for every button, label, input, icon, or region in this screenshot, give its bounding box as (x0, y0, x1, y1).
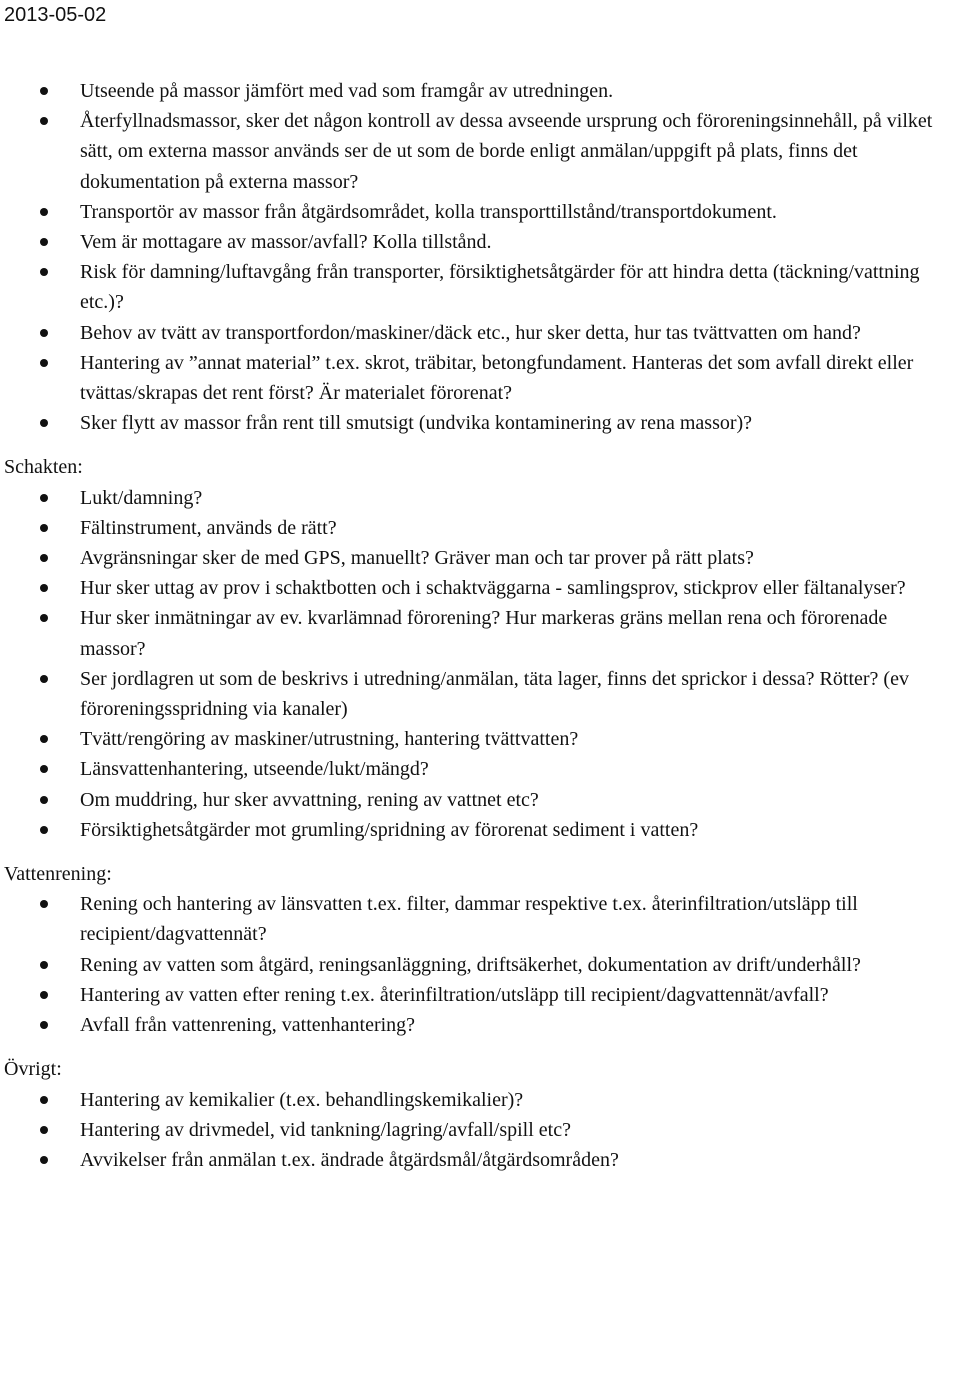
bullet-icon (40, 614, 48, 622)
list-item-text: Tvätt/rengöring av maskiner/utrustning, hantering tvättvatten? (80, 728, 579, 751)
section-2 (0, 845, 960, 1040)
list-item-text: Avvikelser från anmälan t.ex. ändrade åtgärdsmål/åtgärdsområden? (80, 1148, 619, 1171)
list-item-text: Hantering av ”annat material” t.ex. skrot, träbitar, betongfundament. Hanteras det som avfall direkt eller tvättas/skrapas det rent först? Är materialet förorenat? (80, 351, 914, 405)
list-item (0, 348, 960, 408)
bullet-list (0, 483, 960, 845)
list-item (0, 1085, 960, 1115)
list-item-text: Hantering av kemikalier (t.ex. behandlingskemikalier)? (80, 1088, 524, 1111)
list-item (0, 257, 960, 317)
list-item-text: Fältinstrument, används de rätt? (80, 516, 337, 539)
bullet-icon (40, 238, 48, 246)
bullet-list (0, 889, 960, 1040)
list-item (0, 227, 960, 257)
list-item-text: Rening och hantering av länsvatten t.ex. filter, dammar respektive t.ex. återinfiltration/utsläpp till recipient/dagvattennät? (80, 893, 858, 946)
bullet-icon (40, 735, 48, 743)
list-item-text: Transportör av massor från åtgärdsområdet, kolla transporttillstånd/transportdokument. (80, 200, 777, 223)
list-item (0, 106, 960, 197)
bullet-icon (40, 494, 48, 502)
bullet-icon (40, 117, 48, 125)
list-item (0, 980, 960, 1010)
bullet-list (0, 76, 960, 438)
section-1 (0, 438, 960, 845)
list-item-text: Återfyllnadsmassor, sker det någon kontroll av dessa avseende ursprung och föroreningsinnehåll, på vilket sätt, om externa massor används ser de ut som de borde enligt anmälan/uppgift på plats, finns det dokumentation på externa massor? (80, 110, 933, 193)
list-item (0, 754, 960, 784)
list-item-text: Avgränsningar sker de med GPS, manuellt? Gräver man och tar prover på rätt plats? (80, 547, 754, 570)
bullet-list (0, 1085, 960, 1176)
list-item (0, 724, 960, 754)
list-item (0, 785, 960, 815)
list-item (0, 483, 960, 513)
list-item-text: Ser jordlagren ut som de beskrivs i utredning/anmälan, täta lager, finns det sprickor i dessa? Rötter? (ev föroreningsspridning via kanaler) (80, 667, 909, 721)
bullet-icon (40, 554, 48, 562)
list-item (0, 1010, 960, 1040)
list-item-text: Utseende på massor jämfört med vad som framgår av utredningen. (80, 80, 614, 102)
list-item (0, 76, 960, 106)
bullet-icon (40, 1126, 48, 1134)
bullet-icon (40, 268, 48, 276)
bullet-icon (40, 359, 48, 367)
bullet-icon (40, 796, 48, 804)
list-item-text: Hantering av vatten efter rening t.ex. återinfiltration/utsläpp till recipient/dagvattennät/avfall? (80, 983, 829, 1006)
bullet-icon (40, 826, 48, 834)
list-item (0, 1145, 960, 1175)
bullet-icon (40, 524, 48, 532)
bullet-icon (40, 961, 48, 969)
list-item-text: Risk för damning/luftavgång från transporter, försiktighetsåtgärder för att hindra detta (täckning/vattning etc.)? (80, 261, 920, 314)
list-item-text: Behov av tvätt av transportfordon/maskiner/däck etc., hur sker detta, hur tas tvättvatten om hand? (80, 321, 861, 344)
bullet-icon (40, 208, 48, 216)
list-item (0, 603, 960, 663)
list-item (0, 815, 960, 845)
section-3 (0, 1040, 960, 1175)
list-item-text: Hur sker uttag av prov i schaktbotten och i schaktväggarna - samlingsprov, stickprov eller fältanalyser? (80, 577, 906, 600)
list-item (0, 543, 960, 573)
list-item-text: Hur sker inmätningar av ev. kvarlämnad förorening? Hur markeras gräns mellan rena och förorenade massor? (80, 607, 888, 660)
list-item-text: Försiktighetsåtgärder mot grumling/spridning av förorenat sediment i vatten? (80, 818, 699, 841)
list-item-text: Lukt/damning? (80, 486, 203, 509)
list-item (0, 889, 960, 949)
list-item-text: Sker flytt av massor från rent till smutsigt (undvika kontaminering av rena massor)? (80, 412, 753, 435)
page-date: 2013-05-02 (4, 4, 107, 26)
list-item-text: Vem är mottagare av massor/avfall? Kolla tillstånd. (80, 231, 492, 254)
section-heading: Vattenrening: (4, 863, 112, 886)
list-item (0, 573, 960, 603)
list-item (0, 197, 960, 227)
list-item-text: Hantering av drivmedel, vid tankning/lagring/avfall/spill etc? (80, 1118, 571, 1141)
bullet-icon (40, 1156, 48, 1164)
list-item (0, 664, 960, 724)
list-item (0, 1115, 960, 1145)
bullet-icon (40, 1021, 48, 1029)
list-item-text: Avfall från vattenrening, vattenhantering? (80, 1014, 416, 1037)
bullet-icon (40, 87, 48, 95)
section-0 (0, 76, 960, 438)
bullet-icon (40, 991, 48, 999)
list-item-text: Rening av vatten som åtgärd, reningsanläggning, driftsäkerhet, dokumentation av drift/underhåll? (80, 953, 861, 976)
bullet-icon (40, 419, 48, 427)
list-item (0, 513, 960, 543)
document-body (0, 76, 960, 1175)
list-item (0, 408, 960, 438)
bullet-icon (40, 329, 48, 337)
bullet-icon (40, 584, 48, 592)
section-heading: Övrigt: (4, 1058, 62, 1081)
list-item (0, 318, 960, 348)
section-heading: Schakten: (4, 456, 83, 479)
list-item-text: Länsvattenhantering, utseende/lukt/mängd? (80, 758, 429, 781)
bullet-icon (40, 900, 48, 908)
bullet-icon (40, 675, 48, 683)
bullet-icon (40, 765, 48, 773)
list-item (0, 950, 960, 980)
list-item-text: Om muddring, hur sker avvattning, rening av vattnet etc? (80, 788, 539, 811)
bullet-icon (40, 1096, 48, 1104)
